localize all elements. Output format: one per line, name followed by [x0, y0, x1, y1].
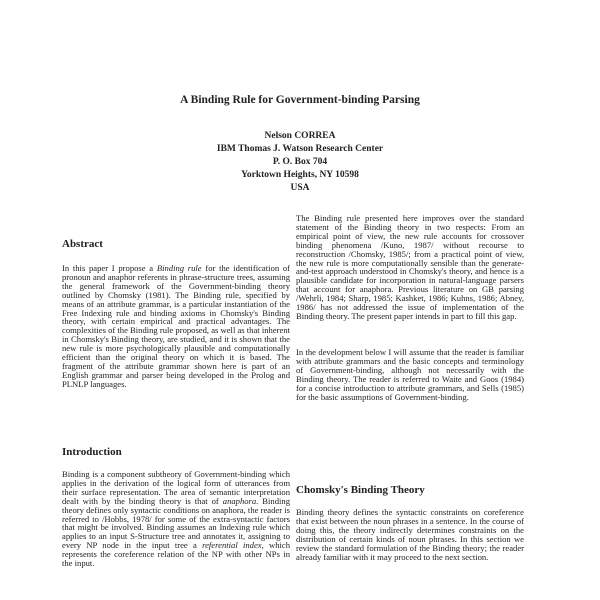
introduction-heading: Introduction [62, 446, 122, 458]
abstract-text-2: for the identification of pronoun and anaphor referents in phrase-structure trees, assuming the general framework of the Government-binding theory outlined by Chomsky (1981). The Binding rule, specified by means of an attribute grammar, is a particular instantiation of the Free Indexing rule and binding axioms in Chomsky's Binding theory, with certain empirical and practical advantages. The complexities of the Binding rule proposed, as well as that inherent in Chomsky's Binding theory, are studied, and it is shown that the new rule is more psychologically plausible and computationally efficient than the original theory on which it is based. The fragment of the attribute grammar shown here is part of an English grammar and parser being developed in the Prolog and PLNLP languages. [62, 263, 290, 389]
abstract-text [62, 264, 290, 389]
author-affiliation: IBM Thomas J. Watson Research Center [216, 144, 384, 154]
intro-text-2: Binding theory defines only syntactic conditions on anaphora, the reader is referred to /Hobbs, 1978/ for some of the extra-syntactic factors that might be involved. Binding assumes an Indexing rule which applies to an input S-Structure tree and annotates it, assigning to every NP node in the input tree a [62, 495, 290, 551]
abstract-heading: Abstract [62, 238, 103, 250]
author-city: Yorktown Heights, NY 10598 [241, 170, 359, 180]
abstract-text-1: In this paper I propose a [62, 263, 157, 273]
abstract-emph: Binding rule [156, 263, 202, 273]
introduction-text [62, 470, 290, 600]
author-box: P. O. Box 704 [272, 157, 328, 167]
right-paragraph-1: The Binding rule presented here improves over the standard statement of the Binding theory in two respects: From an empirical point of view, the new rule accounts for crossover binding phenomena /Kuno, 1987/ without recourse to reconstruction /Chomsky, 1985/; from a practical point of view, the new rule is more computationally sensible than the generate-and-test approach understood in Chomsky's theory, and hence is a plausible candidate for incorporation in natural-language parsers that account for anaphora. Previous literature on GB parsing /Wehrli, 1984; Sharp, 1985; Kashket, 1986; Kuhns, 1986; Abney, 1986/ has not addressed the issue of implementation of the Binding theory. The present paper intends in part to fill this gap. [296, 213, 524, 321]
intro-text-3: which represents the coreference relation of the NP with other NPs in the input. [62, 540, 290, 569]
intro-text-1: Binding is a component subtheory of Government-binding which applies in the derivation of the logical form of utterances from their surface representation. The area of semantic interpretation dealt with by the binding theory is that of [62, 470, 290, 506]
binding-theory-heading: Chomsky's Binding Theory [296, 484, 425, 496]
author-name: Nelson CORREA [264, 131, 336, 141]
paper-title: A Binding Rule for Government-binding Parsing [180, 94, 420, 106]
right-paragraph-2: In the development below I will assume that the reader is familiar with attribute grammars and the basic concepts and terminology of Government-binding, although not necessarily with the Binding theory. The reader is referred to Waite and Goos (1984) for a concise introduction to attribute grammars, and Sells (1985) for the basic assumptions of Government-binding. [296, 347, 524, 402]
intro-emph-2: referential index, [202, 540, 264, 551]
right-paragraph-3: Binding theory defines the syntactic constraints on coreference that exist between the noun phrases in a sentence. In the course of doing this, the theory indirectly determines constraints on the distribution of certain kinds of noun phrases. In this section we review the standard formulation of the Binding theory; the reader already familiar with it may proceed to the next section. [296, 507, 524, 562]
intro-emph-1: anaphora. [222, 495, 259, 506]
author-block [0, 130, 600, 195]
author-country: USA [290, 183, 310, 193]
